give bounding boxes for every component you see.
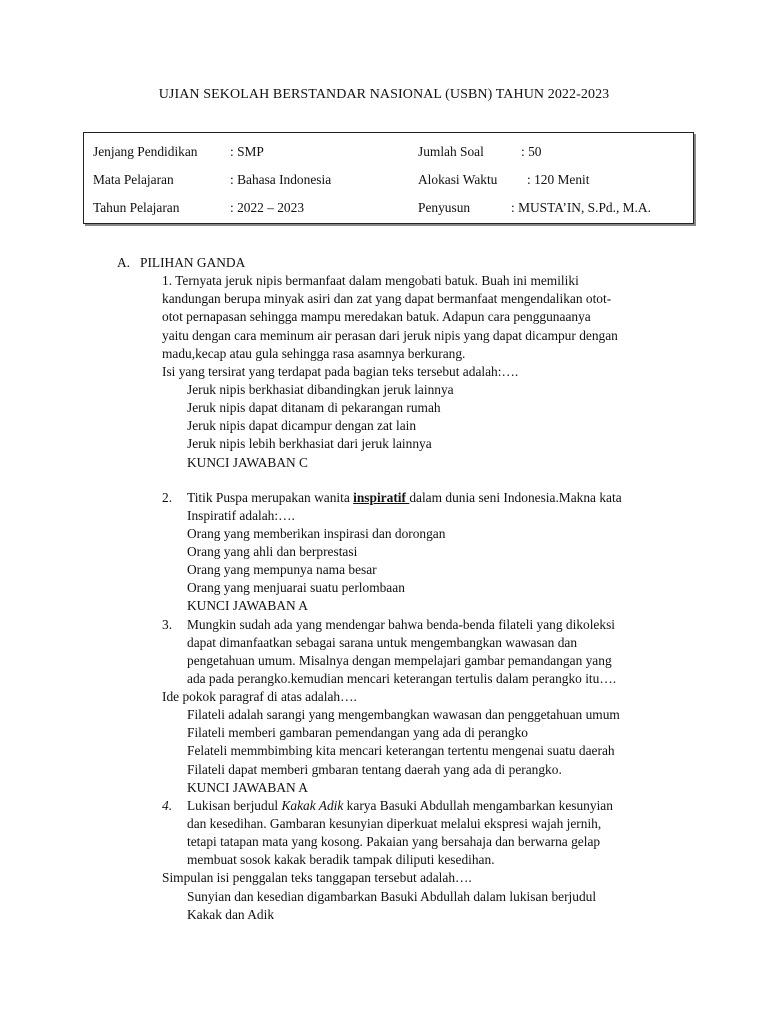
q3-answer-key: KUNCI JAWABAN A: [187, 780, 308, 795]
q3-option: Filateli adalah sarangi yang mengembangkan wawasan dan penggetahuan umum: [187, 707, 620, 722]
value-jenjang: : SMP: [230, 144, 264, 159]
q1-text-line: kandungan berupa minyak asiri dan zat yang dapat bermanfaat mengendalikan otot-: [162, 291, 612, 306]
value-mata-pelajaran: : Bahasa Indonesia: [230, 172, 332, 187]
q4-number: 4.: [162, 798, 173, 813]
q1-text-line: yaitu dengan cara meminum air perasan dari jeruk nipis yang dapat dicampur dengan: [162, 328, 618, 343]
q3-number: 3.: [162, 617, 173, 632]
q3-text-line: pengetahuan umum. Misalnya dengan mempelajari gambar pemandangan yang: [187, 653, 612, 668]
section-title: PILIHAN GANDA: [140, 255, 246, 270]
q1-text-line: 1. Ternyata jeruk nipis bermanfaat dalam mengobati batuk. Buah ini memiliki: [162, 273, 579, 288]
q2-text-post: dalam dunia seni Indonesia.Makna kata: [409, 490, 622, 505]
q3-option: Filateli dapat memberi gmbaran tentang daerah yang ada di perangko.: [187, 762, 562, 777]
q1-answer-key: KUNCI JAWABAN C: [187, 455, 308, 470]
q4-text-line: membuat sosok kakak beradik tampak diliputi kesedihan.: [187, 852, 495, 867]
q3-text-line: ada pada perangko.kemudian mencari keterangan tertulis dalam perangko itu….: [187, 671, 617, 686]
q2-option: Orang yang ahli dan berprestasi: [187, 544, 358, 559]
q3-question: Ide pokok paragraf di atas adalah….: [162, 689, 357, 704]
label-tahun-pelajaran: Tahun Pelajaran: [93, 200, 180, 215]
info-row-subject: [84, 172, 693, 190]
value-alokasi-waktu: : 120 Menit: [527, 172, 590, 187]
q1-option: Jeruk nipis berkhasiat dibandingkan jeruk lainnya: [187, 382, 454, 397]
q4-question: Simpulan isi penggalan teks tanggapan tersebut adalah….: [162, 870, 472, 885]
value-tahun-pelajaran: : 2022 – 2023: [230, 200, 305, 215]
q2-option: Orang yang memberikan inspirasi dan dorongan: [187, 526, 446, 541]
label-alokasi-waktu: Alokasi Waktu: [418, 172, 498, 187]
q2-text-pre: Titik Puspa merupakan wanita: [187, 490, 354, 505]
q2-option: Orang yang menjuarai suatu perlombaan: [187, 580, 405, 595]
q2-text-line: Inspiratif adalah:….: [187, 508, 295, 523]
q4-text-pre: Lukisan berjudul: [187, 798, 282, 813]
q3-option: Felateli memmbimbing kita mencari keterangan tertentu mengenai suatu daerah: [187, 743, 615, 758]
value-jumlah-soal: : 50: [521, 144, 542, 159]
q1-option: Jeruk nipis dapat dicampur dengan zat lain: [187, 418, 417, 433]
label-jumlah-soal: Jumlah Soal: [418, 144, 484, 159]
q4-text-post: karya Basuki Abdullah mengambarkan kesunyian: [343, 798, 613, 813]
section-letter: A.: [117, 255, 131, 270]
q1-option: Jeruk nipis lebih berkhasiat dari jeruk lainnya: [187, 436, 432, 451]
q3-text-line: dapat dimanfaatkan sebagai sarana untuk mengembangkan wawasan dan: [187, 635, 578, 650]
exam-info-box: [83, 132, 694, 224]
q2-number: 2.: [162, 490, 173, 505]
q2-highlight-word: inspiratif: [353, 490, 410, 505]
q1-option: Jeruk nipis dapat ditanam di pekarangan rumah: [187, 400, 441, 415]
q1-question: Isi yang tersirat yang terdapat pada bagian teks tersebut adalah:….: [162, 364, 519, 379]
document-title: UJIAN SEKOLAH BERSTANDAR NASIONAL (USBN) TAHUN 2022-2023: [158, 87, 610, 102]
label-penyusun: Penyusun: [418, 200, 471, 215]
q1-text-line: madu,kecap atau gula sehingga rasa asamnya berkurang.: [162, 346, 466, 361]
q2-text-line: [187, 489, 622, 507]
label-mata-pelajaran: Mata Pelajaran: [93, 172, 174, 187]
label-jenjang: Jenjang Pendidikan: [93, 144, 198, 159]
info-row-year: [84, 200, 693, 218]
value-penyusun: : MUSTA’IN, S.Pd., M.A.: [511, 200, 651, 215]
q2-answer-key: KUNCI JAWABAN A: [187, 598, 308, 613]
q4-option: Sunyian dan kesedian digambarkan Basuki Abdullah dalam lukisan berjudul: [187, 889, 597, 904]
q4-text-line: [187, 797, 613, 815]
info-row-level: [84, 144, 693, 162]
q4-text-line: tetapi tatapan mata yang kosong. Pakaian yang bersahaja dan berwarna gelap: [187, 834, 601, 849]
q4-text-line: dan kesedihan. Gambaran kesunyian diperkuat melalui ekspresi wajah jernih,: [187, 816, 602, 831]
q1-text-line: otot pernapasan sehingga mampu meredakan batuk. Adapun cara penggunaanya: [162, 309, 591, 324]
q3-option: Filateli memberi gambaran pemendangan yang ada di perangko: [187, 725, 528, 740]
q4-painting-title: Kakak Adik: [281, 798, 344, 813]
q3-text-line: Mungkin sudah ada yang mendengar bahwa benda-benda filateli yang dikoleksi: [187, 617, 615, 632]
q2-option: Orang yang mempunya nama besar: [187, 562, 377, 577]
q4-option: Kakak dan Adik: [187, 907, 275, 922]
